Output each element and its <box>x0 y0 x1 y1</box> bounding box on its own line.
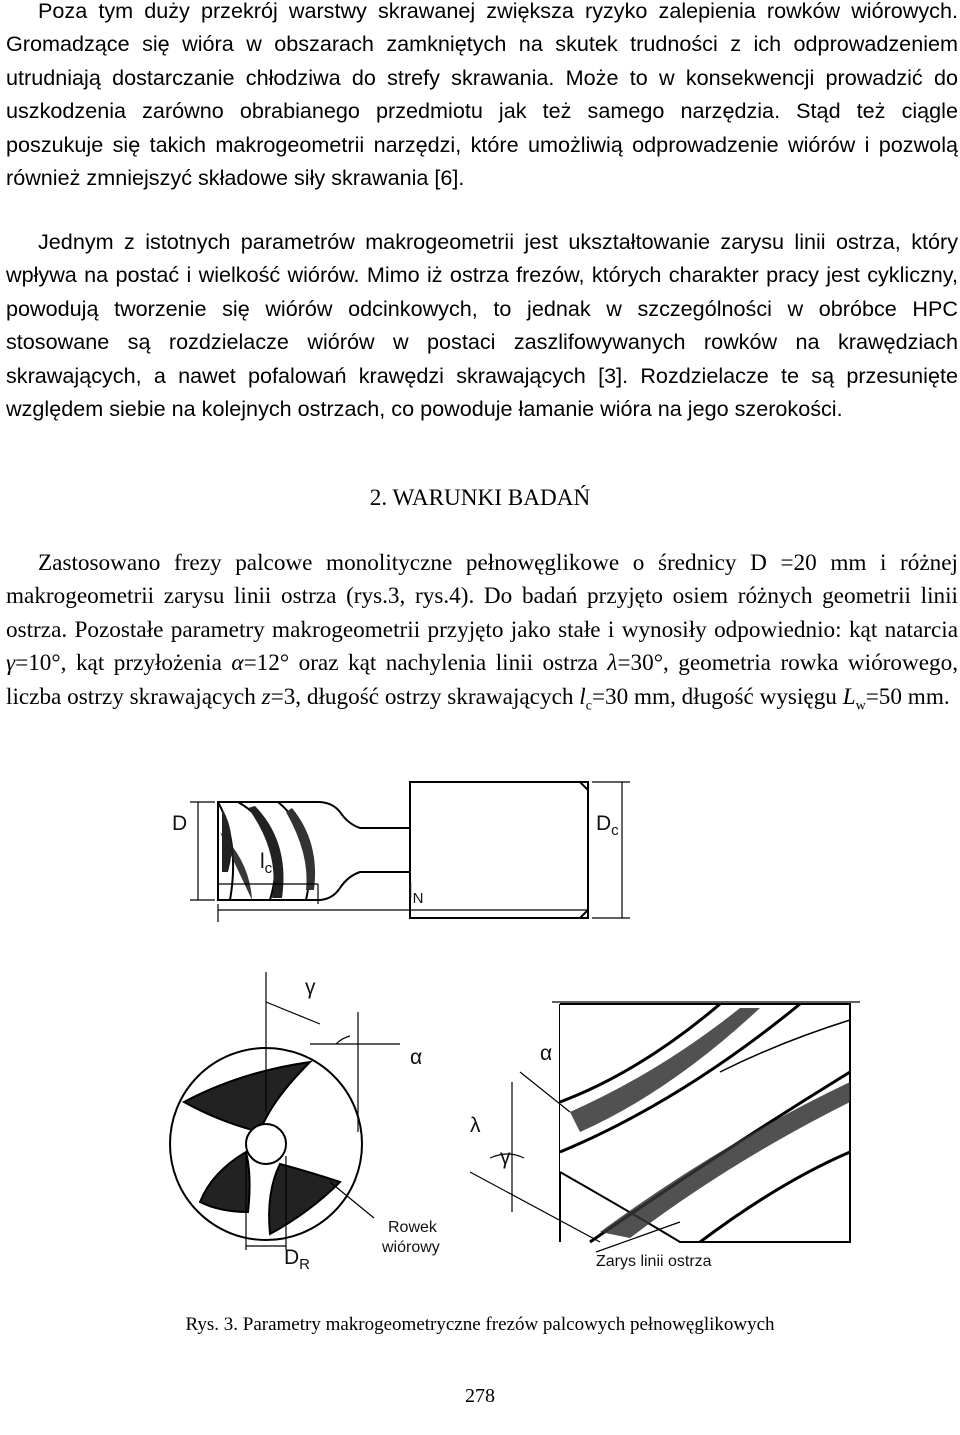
label-alpha-left: α <box>410 1046 423 1069</box>
paragraph-2 <box>6 225 958 425</box>
label-wiorowy: wiórowy <box>382 1239 440 1256</box>
paragraph-1-text: Poza tym duży przekrój warstwy skrawanej zwiększa ryzyko zalepienia rowków wiórowych. Gromadzące się wióra w obszarach zamkniętych na skutek trudności z ich odprowadzeniem utrudniają dostarczanie chłodziwa do strefy skrawania. Może to w konsekwencji prowadzić do uszkodzenia zarówno obrabianego przedmiotu jak też samego narzędzia. Stąd też ciągle poszukuje się takich makrogeometrii narzędzi, które umożliwią odprowadzenie wiórów i pozwolą również zmniejszyć składowe siły skrawania [6]. <box>6 0 958 191</box>
l-subscript: c <box>585 698 592 714</box>
label-zarys: Zarys linii ostrza <box>596 1253 712 1270</box>
label-alpha-right: α <box>540 1042 553 1065</box>
p3-text-3: =12° oraz kąt nachylenia linii ostrza <box>243 650 608 677</box>
paragraph-3 <box>6 547 958 723</box>
p3-text-7: =50 mm. <box>865 683 950 710</box>
p3-text-6: =30 mm, długość wysięgu <box>591 683 843 710</box>
end-mill-detail-view <box>470 1002 860 1252</box>
paragraph-2-text: Jednym z istotnych parametrów makrogeometrii jest ukształtowanie zarysu linii ostrza, który wpływa na postać i wielkość wiórów. Mimo iż ostrza frezów, których charakter pracy jest cykliczny, powodują tworzenie się wiórów odcinkowych, to jednak w szczególności w obróbce HPC stosowane są rozdzielacze wiórów w postaci zaszlifowywanych rowków na krawędziach skrawających, a nawet pofalowań krawędzi skrawających [3]. Rozdzielacze te są przesunięte względem siebie na kolejnych ostrzach, co powoduje łamanie wióra na jego szerokości. <box>6 229 958 422</box>
p3-text-2: =10°, kąt przyłożenia <box>15 650 232 677</box>
label-gamma: γ <box>305 976 316 999</box>
label-D: D <box>172 812 188 835</box>
label-lambda: λ <box>470 1114 481 1137</box>
p3-text-5: =3, długość ostrzy skrawających <box>270 683 580 710</box>
lambda-symbol: λ <box>607 650 618 677</box>
page-number: 278 <box>465 1385 495 1407</box>
L-subscript: w <box>855 698 866 714</box>
label-Dc: $D_c$ <box>596 812 619 839</box>
label-DR: $D_R$ <box>284 1246 311 1272</box>
gamma-symbol: γ <box>6 650 16 677</box>
label-rowek: Rowek <box>388 1219 437 1236</box>
paragraph-1 <box>6 0 958 194</box>
end-mill-figure <box>160 772 860 1272</box>
section-heading: 2. WARUNKI BADAŃ <box>369 485 591 511</box>
alpha-symbol: α <box>231 650 244 677</box>
p3-text-4: =30°, geometria rowka wiórowego, liczba ostrzy skrawających <box>6 650 959 710</box>
L-symbol: L <box>842 683 856 710</box>
end-mill-end-view <box>170 972 400 1250</box>
label-lN: $l_N$ <box>408 880 424 907</box>
l-symbol: l <box>579 683 586 710</box>
label-lc: $l_c$ <box>260 850 273 877</box>
figure-caption: Rys. 3. Parametry makrogeometryczne frezów palcowych pełnowęglikowych <box>185 1314 775 1335</box>
z-symbol: z <box>261 683 271 710</box>
label-gamma-right: γ <box>500 1146 511 1169</box>
p3-text-1: Zastosowano frezy palcowe monolityczne pełnowęglikowe o średnicy D =20 mm i różnej makrogeometrii zarysu linii ostrza (rys.3, rys.4). Do badań przyjęto osiem różnych geometrii linii ostrza. Pozostałe parametry makrogeometrii przyjęto jako stałe i wynosiły odpowiednio: kąt natarcia <box>6 550 958 643</box>
